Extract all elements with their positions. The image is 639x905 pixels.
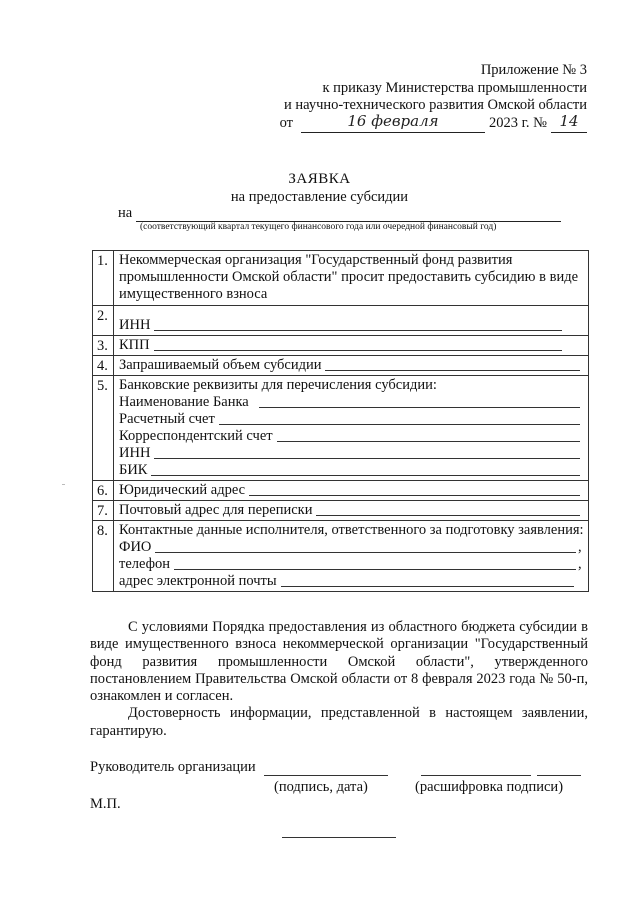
legal-address-line bbox=[119, 482, 584, 499]
bank-inn-line bbox=[119, 445, 584, 462]
order-number-field bbox=[551, 112, 587, 133]
bottom-divider bbox=[282, 837, 396, 838]
account-line bbox=[119, 411, 584, 428]
appendix-header bbox=[280, 62, 587, 133]
signature-field bbox=[264, 761, 388, 776]
date-suffix: 2023 г. № bbox=[488, 115, 547, 131]
handwritten-date: 16 февраля bbox=[347, 112, 439, 130]
field-label: Запрашиваемый объем субсидии bbox=[119, 357, 322, 373]
document-title: ЗАЯВКА bbox=[288, 171, 351, 187]
postal-address-field bbox=[316, 503, 580, 516]
name-decode-field-2 bbox=[537, 761, 581, 776]
comma: , bbox=[578, 556, 582, 572]
signature-label: Руководитель организации bbox=[90, 759, 256, 775]
period-hint: (соответствующий квартал текущего финансового года или очередной финансовый год) bbox=[140, 222, 497, 232]
bank-name-line bbox=[119, 394, 584, 411]
field-label: Корреспондентский счет bbox=[119, 428, 273, 444]
fio-line bbox=[119, 539, 584, 556]
table-row bbox=[93, 336, 589, 356]
contact-heading: Контактные данные исполнителя, ответственного за подготовку заявления: bbox=[119, 522, 584, 538]
legal-address-field bbox=[249, 483, 580, 496]
postal-address-line bbox=[119, 502, 584, 519]
field-label: БИК bbox=[119, 462, 148, 478]
row-number: 2. bbox=[93, 306, 114, 336]
name-decode-field bbox=[421, 761, 531, 776]
application-table bbox=[92, 250, 589, 592]
row-number: 4. bbox=[93, 356, 114, 376]
row-number: 5. bbox=[93, 376, 114, 481]
kpp-field bbox=[154, 338, 562, 351]
period-field bbox=[136, 207, 561, 222]
comma: , bbox=[578, 539, 582, 555]
field-label: телефон bbox=[119, 556, 171, 572]
table-row bbox=[93, 521, 589, 592]
bank-details-heading: Банковские реквизиты для перечисления субсидии: bbox=[119, 377, 437, 393]
date-prefix: от bbox=[279, 115, 293, 131]
period-label: на bbox=[118, 205, 133, 221]
ministry-name: и научно-технического развития Омской области bbox=[283, 97, 587, 113]
account-field bbox=[219, 412, 580, 425]
order-reference: к приказу Министерства промышленности bbox=[322, 79, 587, 96]
field-label: адрес электронной почты bbox=[119, 573, 277, 589]
row-number: 3. bbox=[93, 336, 114, 356]
bik-line bbox=[119, 462, 584, 479]
row-number: 1. bbox=[93, 251, 114, 306]
field-label: Расчетный счет bbox=[119, 411, 215, 427]
row-number: 7. bbox=[93, 501, 114, 521]
scan-artifact bbox=[62, 484, 65, 485]
email-line bbox=[119, 573, 584, 590]
field-label: Юридический адрес bbox=[119, 482, 246, 498]
field-label: ФИО bbox=[119, 539, 152, 555]
field-label: ИНН bbox=[119, 445, 151, 461]
field-label: Почтовый адрес для переписки bbox=[119, 502, 313, 518]
subsidy-amount-line bbox=[119, 357, 584, 374]
field-label: ИНН bbox=[119, 317, 151, 333]
handwritten-number: 14 bbox=[559, 112, 579, 130]
signature-block bbox=[90, 758, 590, 795]
signature-caption: (подпись, дата) bbox=[274, 779, 368, 795]
table-row bbox=[93, 251, 589, 306]
order-date-line bbox=[279, 112, 587, 133]
guarantee-paragraph: Достоверность информации, представленной в настоящем заявлении, гарантирую. bbox=[90, 705, 588, 739]
phone-line bbox=[119, 556, 584, 573]
consent-paragraph: С условиями Порядка предоставления из областного бюджета субсидии в виде имущественного взноса некоммерческой организации "Государственный фонд развития промышленности Омской области", утвержденного постановлением Правительства Омской области от 8 февраля 2023 года № 50-п, ознакомлен и согласен. bbox=[90, 619, 588, 705]
table-row bbox=[93, 356, 589, 376]
field-label: Наименование Банка bbox=[119, 394, 249, 410]
row-number: 6. bbox=[93, 481, 114, 501]
email-field bbox=[281, 574, 574, 587]
row-text: Некоммерческая организация "Государственный фонд развития промышленности Омской области" просит предоставить субсидию в виде имущественного взноса bbox=[114, 251, 589, 306]
consent-text bbox=[90, 619, 588, 740]
table-row bbox=[93, 481, 589, 501]
decode-caption: (расшифровка подписи) bbox=[415, 779, 564, 795]
stamp-placeholder: М.П. bbox=[90, 796, 121, 812]
fio-field bbox=[155, 540, 576, 553]
appendix-number: Приложение № 3 bbox=[480, 62, 587, 78]
row-number: 8. bbox=[93, 521, 114, 592]
table-row bbox=[93, 306, 589, 336]
bik-field bbox=[151, 463, 580, 476]
table-row bbox=[93, 501, 589, 521]
inn-field-line bbox=[119, 317, 584, 334]
corr-account-line bbox=[119, 428, 584, 445]
field-label: КПП bbox=[119, 337, 150, 353]
date-field bbox=[301, 112, 485, 133]
table-row bbox=[93, 376, 589, 481]
corr-account-field bbox=[277, 429, 580, 442]
document-subtitle: на предоставление субсидии bbox=[230, 189, 409, 205]
phone-field bbox=[174, 557, 576, 570]
bank-inn-field bbox=[154, 446, 580, 459]
kpp-field-line bbox=[119, 337, 584, 354]
subsidy-amount-field bbox=[325, 358, 580, 371]
bank-name-field bbox=[259, 395, 580, 408]
period-row bbox=[118, 205, 561, 222]
inn-field bbox=[154, 318, 562, 331]
